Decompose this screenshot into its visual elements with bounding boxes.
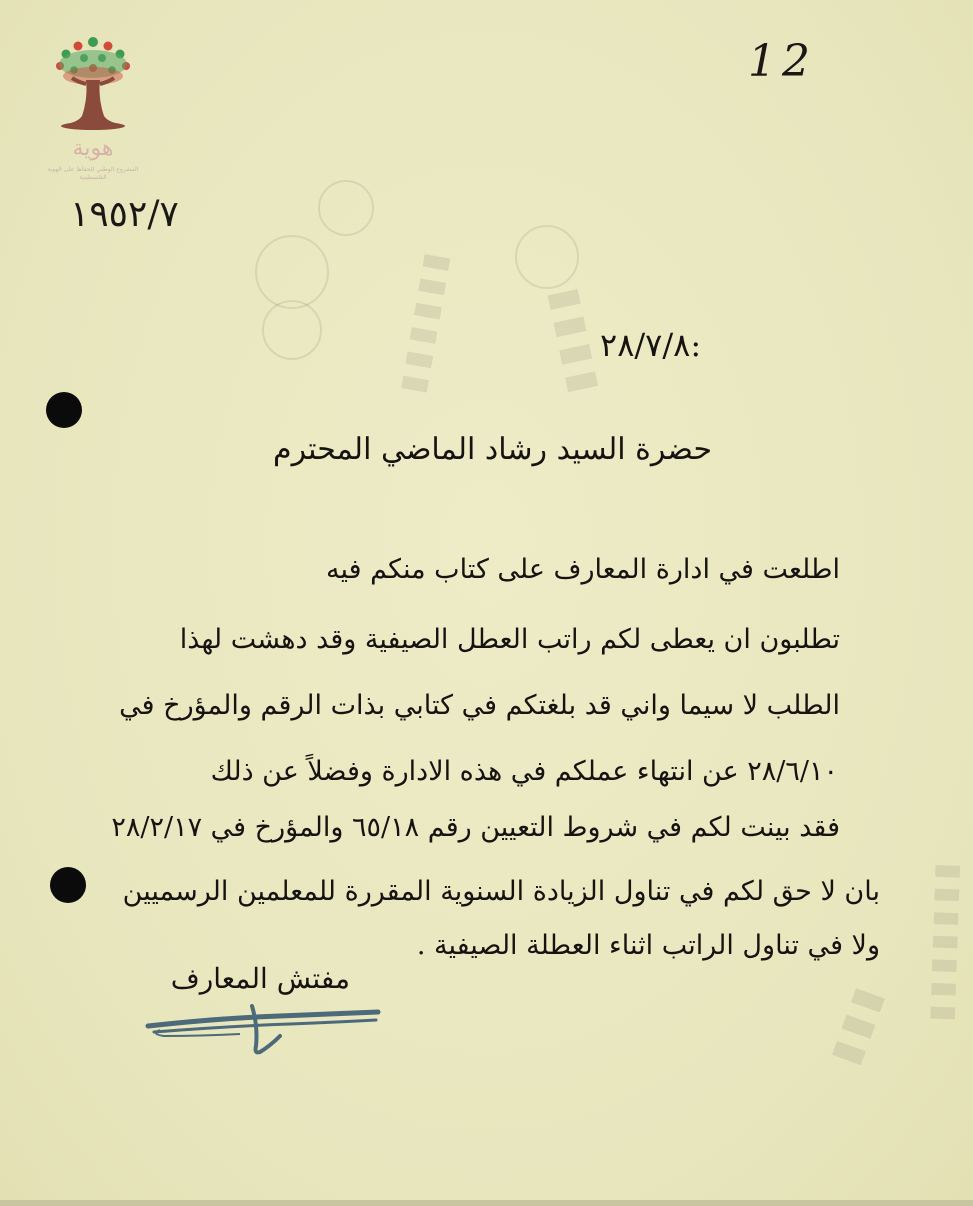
body-line: الطلب لا سيما واني قد بلغتكم في كتابي بذات الرقم والمؤرخ في — [119, 690, 840, 721]
body-line: تطلبون ان يعطى لكم راتب العطل الصيفية وقد دهشت لهذا — [179, 624, 840, 655]
page-number: 12 — [748, 36, 816, 87]
logo-wordmark: هوية — [72, 136, 114, 161]
ghost-stamp-circle — [515, 225, 579, 289]
body-line: فقد بينت لكم في شروط التعيين رقم ٦٥/١٨ والمؤرخ في ٢٨/٢/١٧ — [111, 812, 840, 843]
ghost-watermark: ▮▮▮▮▮▮▮ — [920, 855, 965, 1023]
ghost-stamp-circle — [262, 300, 322, 360]
scan-bottom-edge — [0, 1200, 973, 1206]
body-line: اطلعت في ادارة المعارف على كتاب منكم فيه — [325, 554, 840, 585]
ghost-watermark: ▮▮▮▮ — [541, 283, 611, 403]
body-line: ولا في تناول الراتب اثناء العطلة الصيفية . — [416, 930, 880, 961]
letter-date: ٢٨/٧/٨: — [600, 326, 702, 364]
handwritten-signature — [140, 996, 390, 1066]
ghost-stamp-circle — [255, 235, 329, 309]
body-line: ٢٨/٦/١٠ عن انتهاء عملكم في هذه الادارة وفضلاً عن ذلك — [210, 756, 838, 787]
body-line: بان لا حق لكم في تناول الزيادة السنوية المقررة للمعلمين الرسميين — [122, 876, 880, 907]
ghost-watermark: ▮▮▮ — [821, 975, 894, 1071]
punch-hole — [46, 392, 82, 428]
signature-title: مفتش المعارف — [170, 962, 350, 995]
ghost-watermark: ▮▮▮▮▮▮ — [391, 243, 457, 397]
reference-number: ١٩٥٢/٧ — [70, 194, 179, 235]
ghost-stamp-circle — [318, 180, 374, 236]
salutation: حضرة السيد رشاد الماضي المحترم — [273, 432, 712, 467]
punch-hole — [50, 867, 86, 903]
logo-caption: المشروع الوطني للحفاظ على الهوية الفلسطينية — [47, 166, 139, 181]
